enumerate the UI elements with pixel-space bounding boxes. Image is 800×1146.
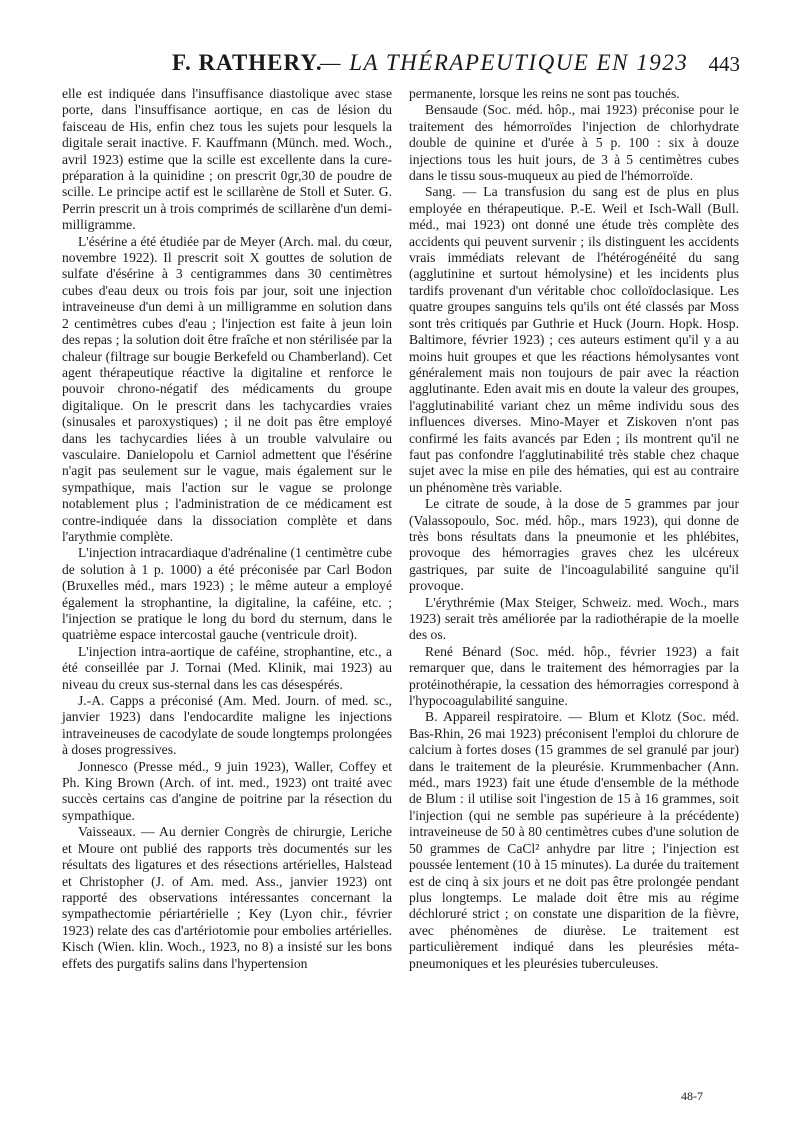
paragraph: B. Appareil respiratoire. — Blum et Klotz (Soc. méd. Bas-Rhin, 26 mai 1923) préconisent l'emploi du chlorure de calcium à fortes doses (15 grammes de sel granulé par jour) dans le traitement de la pleurésie. Krummenbacher (Ann. méd., mars 1923) fait une étude d'ensemble de la méthode de Blum : il utilise soit l'ingestion de 15 à 16 grammes, soit l'injection (qui ne semble pas supérieure à la précédente) intraveineuse de 50 à 80 centimètres cubes d'une solution de 50 grammes de CaCl² anhydre par litre ; l'injection est poussée lentement (10 à 15 minutes). La durée du traitement est de cinq à six jours et ne doit pas être prolongée pendant plus longtemps. Le malade doit être mis au régime déchloruré strict ; on constate une disparition de la fièvre, avec phénomènes de diurèse. Le traitement est particulièrement indiqué dans les pleurésies méta-pneumoniques et les pleurésies tuberculeuses. (409, 709, 739, 971)
paragraph: Sang. — La transfusion du sang est de plus en plus employée en thérapeutique. P.-E. Weil et Isch-Wall (Bull. méd., mai 1923) ont donné une étude très complète des accidents qui peuvent survenir ; ils distinguent les accidents vrais immédiats relevant de l'hétérogénéité du sang (agglutinine et surtout hémolysine) et les incidents plus tardifs provenant d'un véritable choc colloïdoclasique. Les quatre groupes sanguins tels qu'ils ont été classés par Moss sont très critiqués par Guthrie et Huck (Journ. Hopk. Hosp. Baltimore, février 1923) ; ces auteurs estiment qu'il y a au moins huit groupes et que les réactions hémolysantes vont généralement mais non toujours de pair avec la réaction agglutinante. Eden avait mis en doute la valeur des groupes, l'agglutinabilité variant chez un même individu sous des influences diverses. Mino-Mayer et Ziskoven n'ont pas confirmé les faits avancés par Eden ; ils montrent qu'il ne faut pas confondre l'agglutinabilité très stable chez chaque sujet avec la mise en pile des hématies, qui est au contraire un phénomène très variable. (409, 184, 739, 495)
left-column (62, 86, 392, 972)
running-head-author: F. RATHERY. (172, 50, 323, 75)
paragraph: Bensaude (Soc. méd. hôp., mai 1923) préconise pour le traitement des hémorroïdes l'injection de chlorhydrate double de quinine et d'urée à 5 p. 100 : six à douze injections tous les huit jours, de 3 à 5 centimètres cubes dans le tissu sous-muqueux au pied de l'hémorroïde. (409, 102, 739, 184)
paragraph: L'injection intra-aortique de caféine, strophantine, etc., a été conseillée par J. Tornai (Med. Klinik, mai 1923) au niveau du creux sus-sternal dans les cas désespérés. (62, 643, 392, 692)
running-head (62, 50, 742, 80)
paragraph: Jonnesco (Presse méd., 9 juin 1923), Waller, Coffey et Ph. King Brown (Arch. of int. med., 1923) ont traité avec succès certains cas d'angine de poitrine par la résection du sympathique. (62, 758, 392, 823)
paragraph: Vaisseaux. — Au dernier Congrès de chirurgie, Leriche et Moure ont publié des rapports très documentés sur les résultats des ligatures et des résections artérielles, Halstead et Christopher (J. of Am. med. Ass., janvier 1923) ont rapporté des observations intéressantes concernant la sympathectomie périartérielle ; Key (Lyon chir., février 1923) relate des cas d'artériotomie pour embolies artérielles. Kisch (Wien. klin. Woch., 1923, no 8) a insisté sur les bons effets des purgatifs salins dans l'hypertension (62, 824, 392, 971)
paragraph: L'injection intracardiaque d'adrénaline (1 centimètre cube de solution à 1 p. 1000) a été préconisée par Carl Bodon (Bruxelles méd., mars 1923) ; le même auteur a employé également la strophantine, la digitaline, la caféine, etc. ; l'injection se pratique le long du bord du sternum, dans le quatrième espace intercostal gauche (ventricule droit). (62, 545, 392, 643)
paragraph: Le citrate de soude, à la dose de 5 grammes par jour (Valassopoulo, Soc. méd. hôp., mars 1923), qui donne de très bons résultats dans la pneumonie et les phlébites, provoque des hémorragies graves chez les ulcéreux gastriques, par suite de l'incoagulabilité sanguine qu'il provoque. (409, 496, 739, 594)
right-column (409, 86, 739, 972)
page-number: 443 (708, 52, 740, 76)
paragraph: René Bénard (Soc. méd. hôp., février 1923) a fait remarquer que, dans le traitement des hémorragies par la protéinothérapie, la cessation des hémorragies correspond à l'hypocoagulabilité sanguine. (409, 643, 739, 709)
paragraph: elle est indiquée dans l'insuffisance diastolique avec stase porte, dans l'insuffisance aortique, en cas de lésion du faisceau de His, enfin chez tous les sujets pour lesquels la digitale serait inactive. F. Kauffmann (Münch. med. Woch., avril 1923) estime que la scille est excellente dans la cure-préparation à la quinidine ; on prescrit 0gr,30 de poudre de scille. Le principe actif est le scillarène de Stoll et Suter. G. Perrin prescrit un à trois comprimés de scillarène d'un demi-milligramme. (62, 86, 392, 233)
paragraph: permanente, lorsque les reins ne sont pas touchés. (409, 86, 680, 101)
paragraph: L'ésérine a été étudiée par de Meyer (Arch. mal. du cœur, novembre 1922). Il prescrit soit X gouttes de solution de sulfate d'ésérine à 3 centigrammes dans 30 centimètres cubes d'eau deux ou trois fois par jour, soit une injection intraveineuse d'un demi à un milligramme en solution dans 2 centimètres cubes d'eau ; l'injection est faite à jeun loin des repas ; la solution doit être fraîche et non stérilisée par la chaleur (filtrage sur bougie Berkefeld ou Chamberland). Cet agent thérapeutique réactive la digitaline et renforce le pouvoir chrono-négatif des médicaments du groupe digitalique. On le prescrit dans les tachycardies vraies (sinusales et paroxystiques) ; il ne doit pas être employé dans les tachycardies liées à un trouble valvulaire ou vasculaire. Danielopolu et Carniol admettent que l'ésérine n'agit pas seulement sur le vague, mais également sur le sympathique, mais l'action sur le vague se prolonge notablement plus ; l'administration de ce médicament est contre-indiquée dans la dissociation complète et dans l'arythmie complète. (62, 233, 392, 544)
running-head-dash: — (320, 50, 350, 75)
running-head-title-text: LA THÉRAPEUTIQUE EN 1923 (349, 50, 689, 75)
paragraph: J.-A. Capps a préconisé (Am. Med. Journ. of med. sc., janvier 1923) dans l'endocardite maligne les injections intraveineuses de cacodylate de soude longtemps prolongées à doses progressives. (62, 693, 392, 758)
printer-signature: 48-7 (681, 1089, 703, 1103)
paragraph: L'érythrémie (Max Steiger, Schweiz. med. Woch., mars 1923) serait très améliorée par la radiothérapie de la moelle des os. (409, 594, 739, 643)
running-head-title (320, 50, 688, 76)
